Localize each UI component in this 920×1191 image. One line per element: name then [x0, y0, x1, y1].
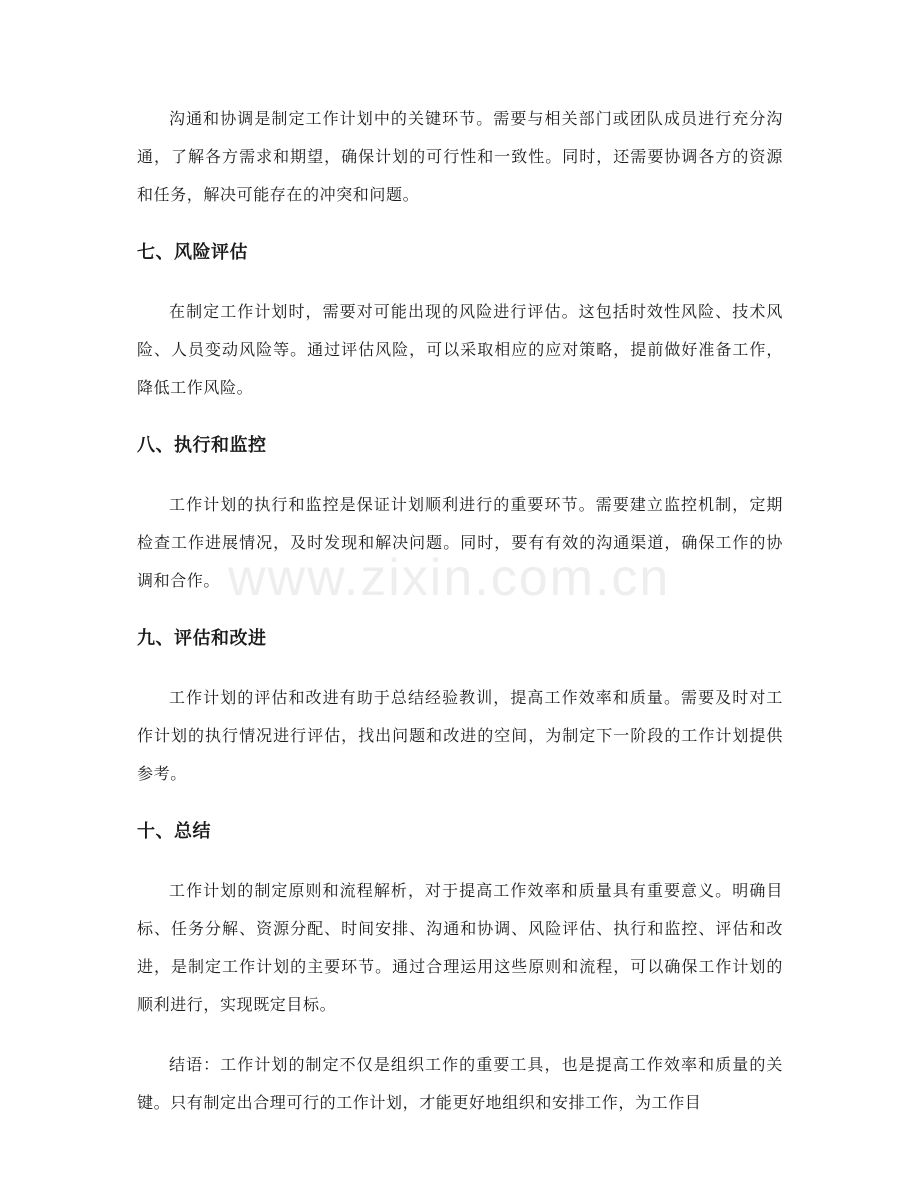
section-heading-risk-assessment: 七、风险评估: [137, 242, 248, 263]
section-paragraph-summary: 工作计划的制定原则和流程解析，对于提高工作效率和质量具有重要意义。明确目标、任务分解、资源分配、时间安排、沟通和协调、风险评估、执行和监控、评估和改进，是制定工作计划的主要环节。通过合理运用这些原则和流程，可以确保工作计划的顺利进行，实现既定目标。: [137, 881, 783, 1014]
section-paragraph-risk-assessment: 在制定工作计划时，需要对可能出现的风险进行评估。这包括时效性风险、技术风险、人员变动风险等。通过评估风险，可以采取相应的应对策略，提前做好准备工作，降低工作风险。: [137, 302, 783, 397]
document-body: [137, 100, 783, 1122]
watermark: www.zixin.com.cn: [228, 549, 671, 607]
closing-paragraph: 结语：工作计划的制定不仅是组织工作的重要工具，也是提高工作效率和质量的关键。只有制定出合理可行的工作计划，才能更好地组织和安排工作，为工作目: [137, 1055, 783, 1112]
section-paragraph-execution-monitoring: 工作计划的执行和监控是保证计划顺利进行的重要环节。需要建立监控机制，定期检查工作进展情况，及时发现和解决问题。同时，要有有效的沟通渠道，确保工作的协调和合作。: [137, 495, 783, 590]
section-heading-execution-monitoring: 八、执行和监控: [137, 435, 267, 456]
intro-paragraph: 沟通和协调是制定工作计划中的关键环节。需要与相关部门或团队成员进行充分沟通，了解各方需求和期望，确保计划的可行性和一致性。同时，还需要协调各方的资源和任务，解决可能存在的冲突和问题。: [137, 109, 783, 204]
section-heading-summary: 十、总结: [137, 821, 211, 842]
section-paragraph-evaluation-improvement: 工作计划的评估和改进有助于总结经验教训，提高工作效率和质量。需要及时对工作计划的执行情况进行评估，找出问题和改进的空间，为制定下一阶段的工作计划提供参考。: [137, 688, 783, 783]
section-heading-evaluation-improvement: 九、评估和改进: [137, 628, 267, 649]
